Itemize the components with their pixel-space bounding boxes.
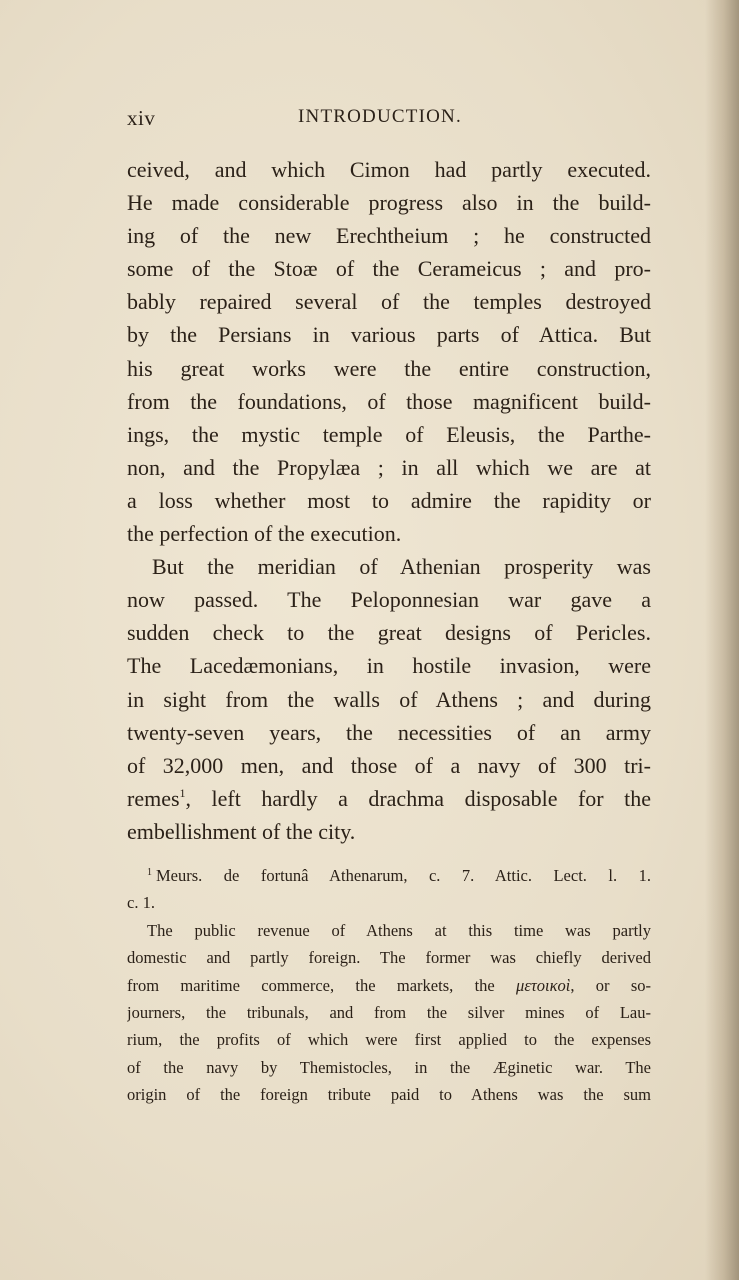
text-line: by the Persians in various parts of Attica. But [127,322,651,348]
text-line: now passed. The Peloponnesian war gave a [127,587,651,613]
text-line: ings, the mystic temple of Eleusis, the Parthe- [127,421,651,447]
footnote-line: origin of the foreign tribute paid to Athens was the sum [127,1085,651,1105]
text-line: his great works were the entire construction, [127,355,651,381]
footnote-text: Meurs. de fortunâ Athenarum, c. 7. Attic. Lect. l. 1. [156,866,651,885]
footnote-line: rium, the profits of which were first applied to the expenses [127,1030,651,1050]
text-line: ceived, and which Cimon had partly executed. [127,157,651,182]
footnote-reference[interactable]: 1 [179,785,186,800]
text-line-with-footnote-ref [127,782,651,815]
page-number: xiv [127,106,156,130]
text-line: twenty-seven years, the necessities of an army [127,719,651,745]
text-line: from the foundations, of those magnificent build- [127,388,651,414]
footnotes [127,862,651,1109]
text-line: in sight from the walls of Athens ; and during [127,686,651,712]
text-line: He made considerable progress also in the build- [127,190,651,216]
greek-word: μετοικοὶ [516,975,571,995]
footnote-line: The public revenue of Athens at this time was partly [147,920,651,940]
text-line: sudden check to the great designs of Pericles. [127,620,651,646]
text-line: a loss whether most to admire the rapidity or [127,487,651,513]
footnote-text: , or so- [570,975,651,995]
footnote-text: from maritime commerce, the markets, the [127,975,517,995]
text-line: embellishment of the city. [127,818,356,844]
footnote-marker: 1 [147,867,152,878]
paragraph-start-line: But the meridian of Athenian prosperity was [152,554,651,580]
text-line: some of the Stoæ of the Cerameicus ; and pro- [127,256,651,282]
page-gutter-shadow [705,0,739,1280]
footnote-line: domestic and partly foreign. The former was chiefly derived [127,948,651,968]
line-text-end: , left hardly a drachma disposable for the [185,785,651,811]
text-line: bably repaired several of the temples destroyed [127,289,651,315]
text-line: ing of the new Erechtheium ; he constructed [127,223,651,249]
body-text [127,153,651,848]
running-title: INTRODUCTION. [298,106,462,127]
footnote-line [127,972,651,999]
line-text-start: remes [127,785,180,811]
footnote-line: c. 1. [127,893,155,913]
running-head [127,106,649,136]
footnote-line: of the navy by Themistocles, in the Æginetic war. The [127,1057,651,1077]
footnote-line [127,862,651,889]
footnote-line: journers, the tribunals, and from the silver mines of Lau- [127,1002,651,1022]
text-line: of 32,000 men, and those of a navy of 300 tri- [127,752,651,778]
text-line: The Lacedæmonians, in hostile invasion, were [127,653,651,679]
text-line: non, and the Propylæa ; in all which we are at [127,454,651,480]
text-line: the perfection of the execution. [127,521,402,547]
